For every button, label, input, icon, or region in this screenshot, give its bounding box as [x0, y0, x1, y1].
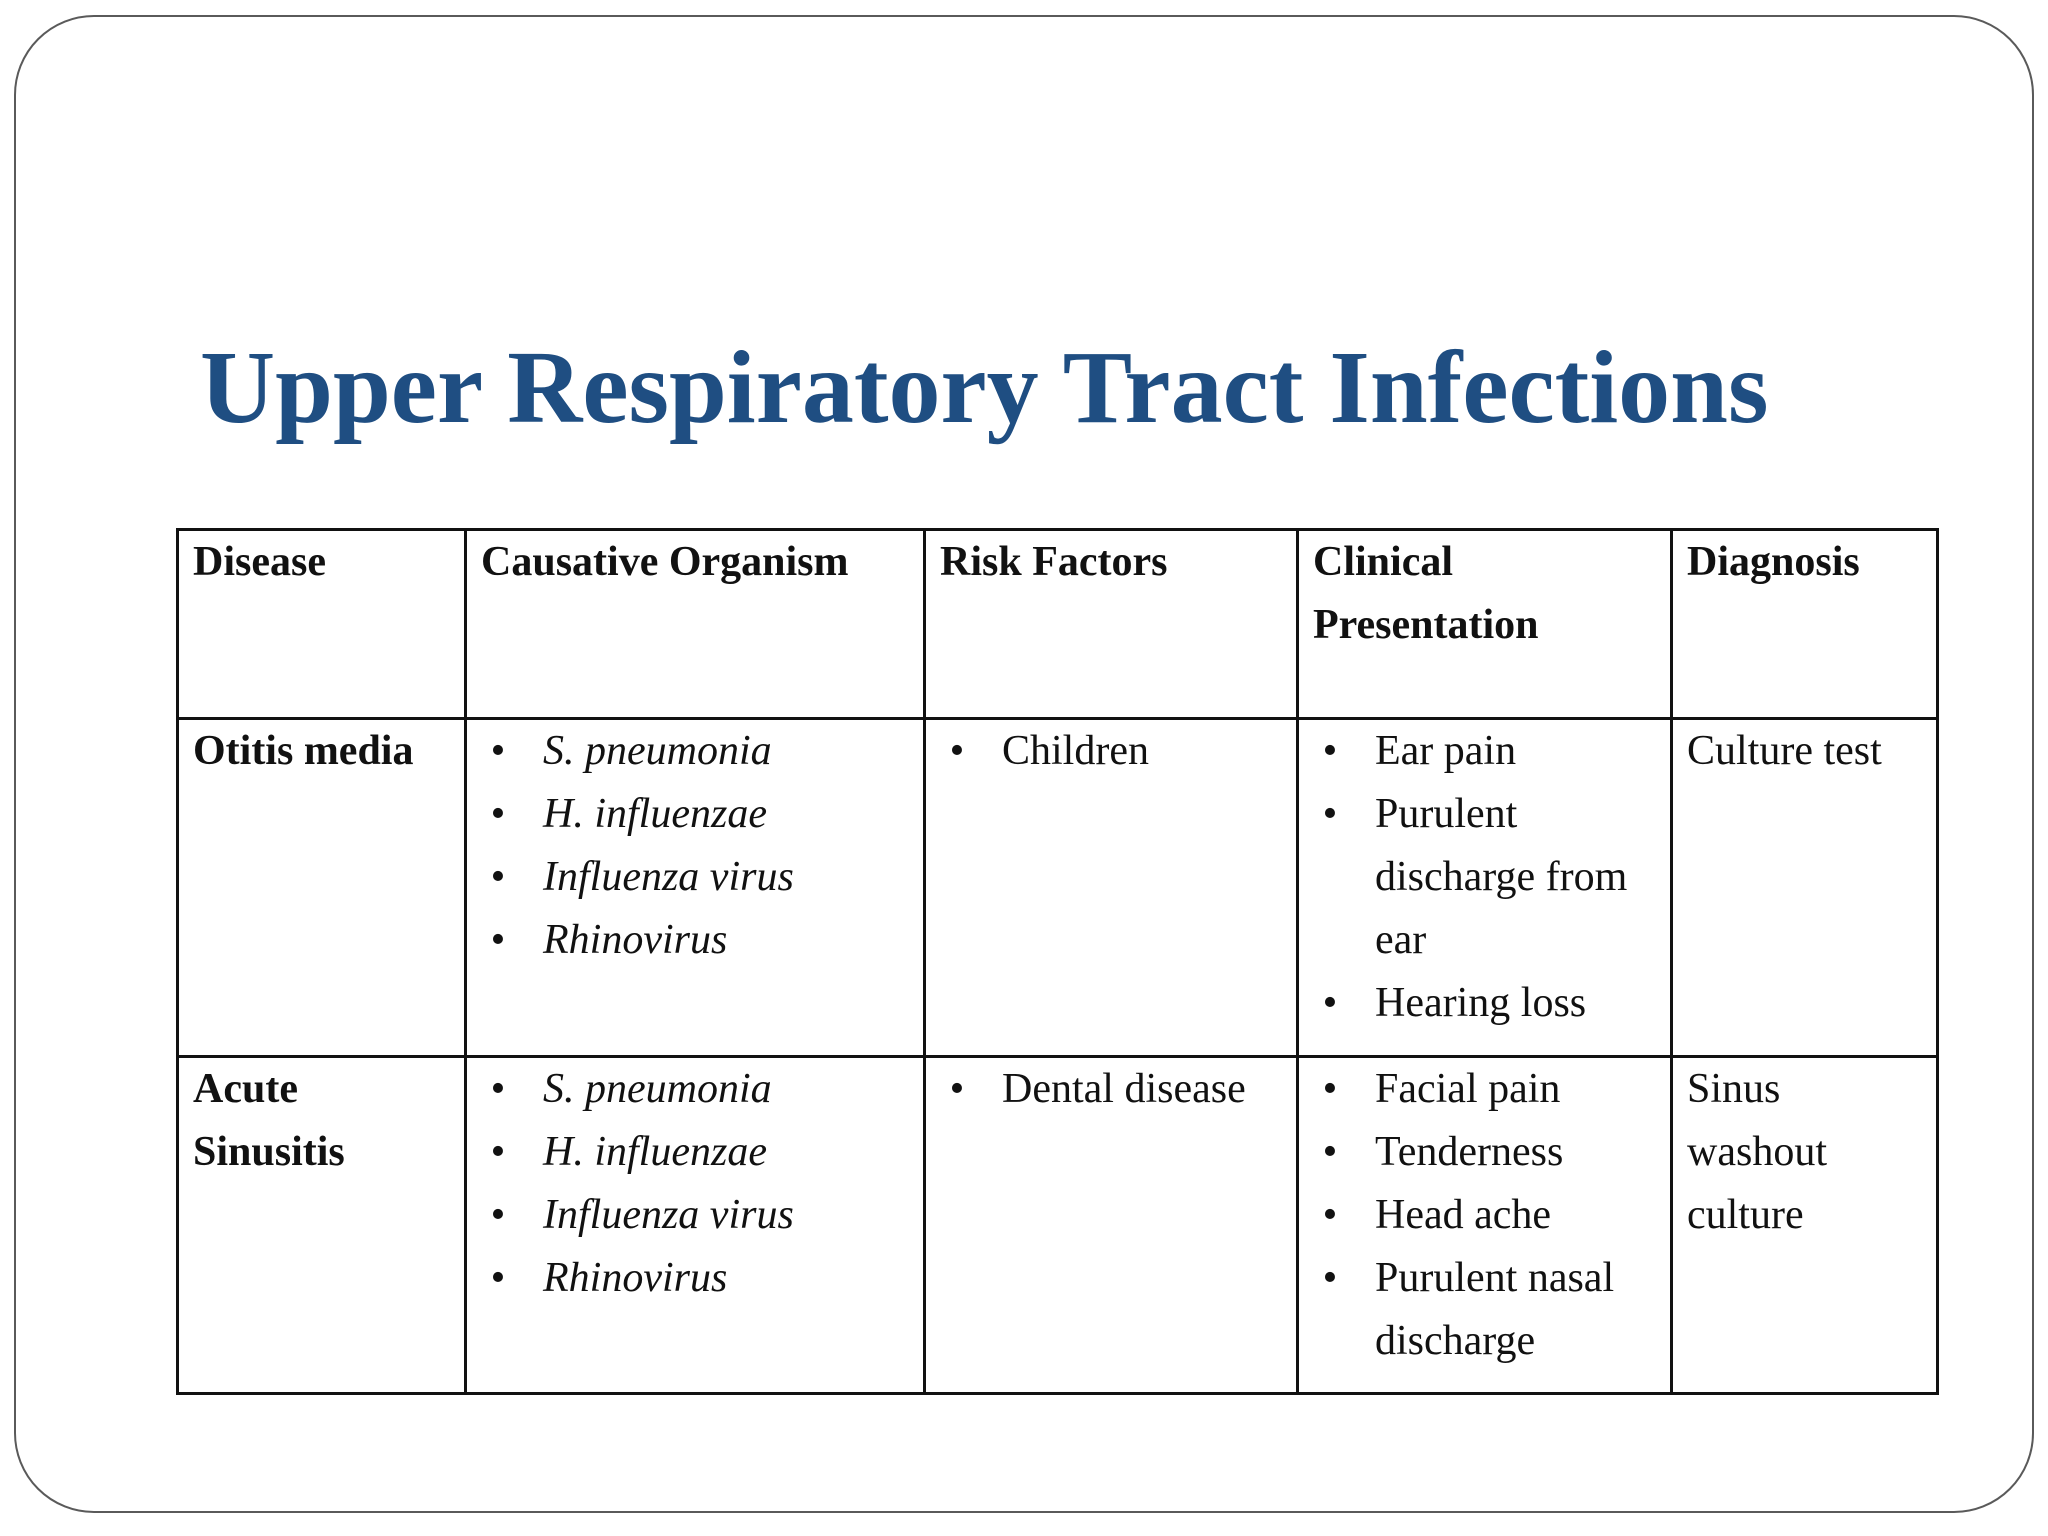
symptom: Facial pain [1375, 1066, 1561, 1112]
symptom: Ear pain [1375, 728, 1517, 774]
list-item [481, 1058, 909, 1121]
organism-cell [466, 719, 925, 1057]
organism-name: H. influenzae [543, 791, 767, 837]
bullet-icon: • [490, 791, 506, 837]
list-item [481, 783, 909, 846]
list-item [481, 1121, 909, 1184]
header-disease: Disease [178, 530, 466, 719]
symptom: Tenderness [1375, 1129, 1564, 1175]
list-item [1313, 1184, 1656, 1247]
risk-factor-cell [925, 1057, 1298, 1394]
clinical-presentation-cell [1298, 719, 1672, 1057]
bullet-icon: • [949, 728, 965, 774]
list-item [1313, 1247, 1656, 1373]
header-causative-organism: Causative Organism [466, 530, 925, 719]
organism-name: S. pneumonia [543, 728, 772, 774]
symptom-list [1313, 720, 1656, 1035]
bullet-icon: • [1322, 728, 1338, 774]
table-row [178, 1057, 1938, 1394]
risk-factor: Dental disease [1002, 1066, 1246, 1112]
organism-name: Influenza virus [543, 854, 794, 900]
symptom-list [1313, 1058, 1656, 1373]
bullet-icon: • [490, 1192, 506, 1238]
organism-list [481, 720, 909, 972]
risk-factor: Children [1002, 728, 1149, 774]
bullet-icon: • [490, 1066, 506, 1112]
organism-name: H. influenzae [543, 1129, 767, 1175]
list-item [1313, 783, 1656, 972]
disease-cell: Acute Sinusitis [178, 1057, 466, 1394]
bullet-icon: • [949, 1066, 965, 1112]
symptom: Purulent discharge from ear [1375, 791, 1628, 963]
list-item [1313, 1058, 1656, 1121]
bullet-icon: • [1322, 791, 1338, 837]
list-item [481, 720, 909, 783]
table-row [178, 719, 1938, 1057]
urti-table [176, 528, 1939, 1395]
list-item [940, 1058, 1282, 1121]
header-clinical-presentation: Clinical Presentation [1298, 530, 1672, 719]
risk-factor-list [940, 1058, 1282, 1121]
disease-cell: Otitis media [178, 719, 466, 1057]
list-item [1313, 972, 1656, 1035]
bullet-icon: • [490, 1255, 506, 1301]
organism-name: Influenza virus [543, 1192, 794, 1238]
organism-cell [466, 1057, 925, 1394]
bullet-icon: • [1322, 1255, 1338, 1301]
diagnosis-cell: Sinus washout culture [1672, 1057, 1938, 1394]
list-item [1313, 720, 1656, 783]
header-risk-factors: Risk Factors [925, 530, 1298, 719]
symptom: Head ache [1375, 1192, 1552, 1238]
bullet-icon: • [490, 728, 506, 774]
organism-list [481, 1058, 909, 1310]
list-item [481, 846, 909, 909]
bullet-icon: • [1322, 1192, 1338, 1238]
bullet-icon: • [490, 1129, 506, 1175]
bullet-icon: • [1322, 1066, 1338, 1112]
symptom: Purulent nasal discharge [1375, 1255, 1615, 1364]
diagnosis-cell: Culture test [1672, 719, 1938, 1057]
table-header-row [178, 530, 1938, 719]
list-item [1313, 1121, 1656, 1184]
clinical-presentation-cell [1298, 1057, 1672, 1394]
organism-name: Rhinovirus [543, 1255, 728, 1301]
organism-name: Rhinovirus [543, 917, 728, 963]
slide-title: Upper Respiratory Tract Infections [200, 330, 1769, 445]
risk-factor-list [940, 720, 1282, 783]
symptom: Hearing loss [1375, 980, 1587, 1026]
organism-name: S. pneumonia [543, 1066, 772, 1112]
list-item [940, 720, 1282, 783]
bullet-icon: • [1322, 980, 1338, 1026]
bullet-icon: • [1322, 1129, 1338, 1175]
list-item [481, 1247, 909, 1310]
risk-factor-cell [925, 719, 1298, 1057]
bullet-icon: • [490, 854, 506, 900]
list-item [481, 909, 909, 972]
header-diagnosis: Diagnosis [1672, 530, 1938, 719]
list-item [481, 1184, 909, 1247]
bullet-icon: • [490, 917, 506, 963]
